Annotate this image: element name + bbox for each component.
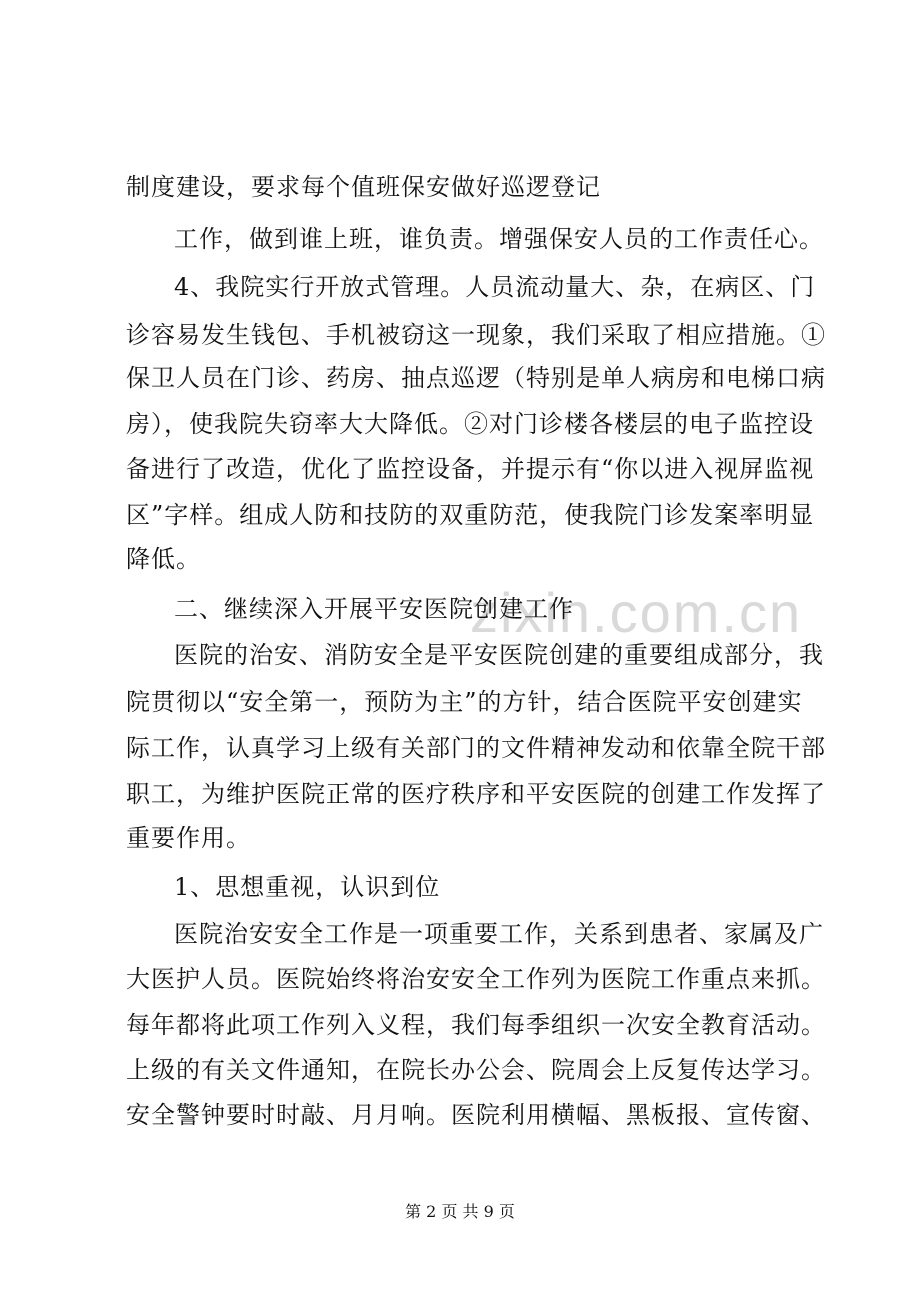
text-line: 房），使我院失窃率大大降低。②对门诊楼各楼层的电子监控设 <box>126 410 814 438</box>
text-line: 4、我院实行开放式管理。人员流动量大、杂，在病区、门 <box>174 273 816 301</box>
text-line: 安全警钟要时时敲、月月响。医院利用横幅、黑板报、宣传窗、 <box>126 1101 826 1129</box>
text-line: 职工，为维护医院正常的医疗秩序和平安医院的创建工作发挥了 <box>126 780 826 808</box>
section-heading: 二、继续深入开展平安医院创建工作 <box>174 595 574 623</box>
text-line: 院贯彻以“安全第一，预防为主”的方针，结合医院平安创建实 <box>126 688 803 716</box>
text-line: 每年都将此项工作列入义程，我们每季组织一次安全教育活动。 <box>126 1011 826 1039</box>
text-line: 医院治安安全工作是一项重要工作，关系到患者、家属及广 <box>174 920 824 948</box>
text-line: 重要作用。 <box>126 824 251 852</box>
text-line: 上级的有关文件通知，在院长办公会、院周会上反复传达学习。 <box>126 1056 826 1084</box>
subsection-heading: 1、思想重视，认识到位 <box>174 873 441 901</box>
watermark: zixin.com.cn <box>470 581 803 644</box>
text-line: 备进行了改造，优化了监控设备，并提示有“你以进入视屏监视 <box>126 455 815 483</box>
text-line: 保卫人员在门诊、药房、抽点巡逻（特别是单人病房和电梯口病 <box>126 364 826 392</box>
page-footer: 第 2 页 共 9 页 <box>405 1202 515 1221</box>
text-line: 大医护人员。医院始终将治安安全工作列为医院工作重点来抓。 <box>126 965 826 993</box>
text-line: 降低。 <box>126 545 201 573</box>
text-line: 区”字样。组成人防和技防的双重防范，使我院门诊发案率明显 <box>126 501 815 529</box>
text-line: 医院的治安、消防安全是平安医院创建的重要组成部分，我 <box>174 641 824 669</box>
text-line: 诊容易发生钱包、手机被窃这一现象，我们采取了相应措施。① <box>126 321 826 349</box>
text-line: 制度建设，要求每个值班保安做好巡逻登记 <box>126 173 601 201</box>
text-line: 工作，做到谁上班，谁负责。增强保安人员的工作责任心。 <box>174 225 824 253</box>
text-line: 际工作，认真学习上级有关部门的文件精神发动和依靠全院干部 <box>126 734 826 762</box>
